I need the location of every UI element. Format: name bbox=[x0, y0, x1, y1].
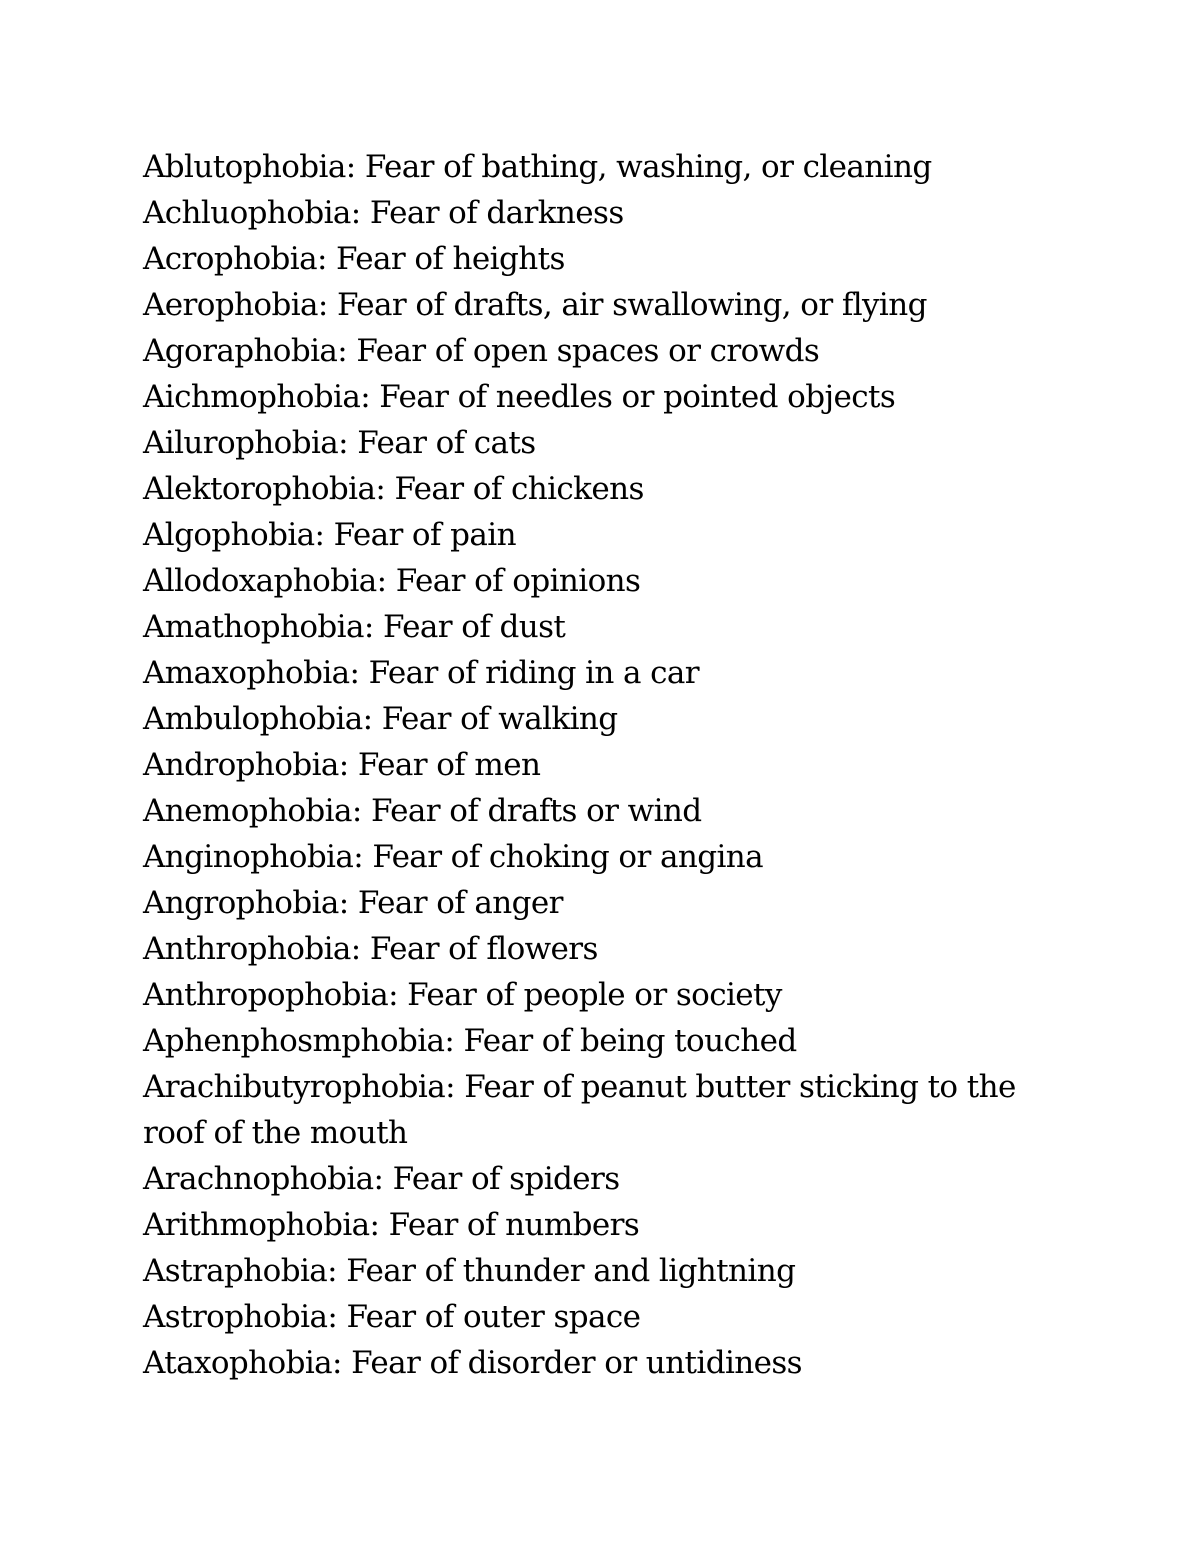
list-item: Aichmophobia: Fear of needles or pointed objects bbox=[143, 379, 896, 415]
list-item: Algophobia: Fear of pain bbox=[143, 517, 516, 553]
list-item: Angrophobia: Fear of anger bbox=[143, 885, 563, 921]
list-item: Arachnophobia: Fear of spiders bbox=[143, 1161, 620, 1197]
list-item: Arachibutyrophobia: Fear of peanut butter sticking to the roof of the mouth bbox=[143, 1069, 1016, 1151]
list-item: Arithmophobia: Fear of numbers bbox=[143, 1207, 640, 1243]
list-item: Alektorophobia: Fear of chickens bbox=[143, 471, 644, 507]
list-item: Anginophobia: Fear of choking or angina bbox=[143, 839, 764, 875]
list-item: Ataxophobia: Fear of disorder or untidiness bbox=[143, 1345, 802, 1381]
list-item: Aphenphosmphobia: Fear of being touched bbox=[143, 1023, 797, 1059]
list-item: Allodoxaphobia: Fear of opinions bbox=[143, 563, 641, 599]
phobia-list bbox=[143, 144, 1063, 1386]
list-item: Amathophobia: Fear of dust bbox=[143, 609, 566, 645]
list-item: Amaxophobia: Fear of riding in a car bbox=[143, 655, 700, 691]
list-item: Anemophobia: Fear of drafts or wind bbox=[143, 793, 702, 829]
list-item: Agoraphobia: Fear of open spaces or crowds bbox=[143, 333, 820, 369]
list-item: Acrophobia: Fear of heights bbox=[143, 241, 565, 277]
list-item: Ambulophobia: Fear of walking bbox=[143, 701, 618, 737]
list-item: Anthropophobia: Fear of people or society bbox=[143, 977, 782, 1013]
list-item: Achluophobia: Fear of darkness bbox=[143, 195, 624, 231]
list-item: Ablutophobia: Fear of bathing, washing, or cleaning bbox=[143, 149, 932, 185]
list-item: Anthrophobia: Fear of flowers bbox=[143, 931, 598, 967]
list-item: Astraphobia: Fear of thunder and lightning bbox=[143, 1253, 796, 1289]
list-item: Astrophobia: Fear of outer space bbox=[143, 1299, 641, 1335]
list-item: Androphobia: Fear of men bbox=[143, 747, 541, 783]
list-item: Ailurophobia: Fear of cats bbox=[143, 425, 536, 461]
list-item: Aerophobia: Fear of drafts, air swallowing, or flying bbox=[143, 287, 927, 323]
